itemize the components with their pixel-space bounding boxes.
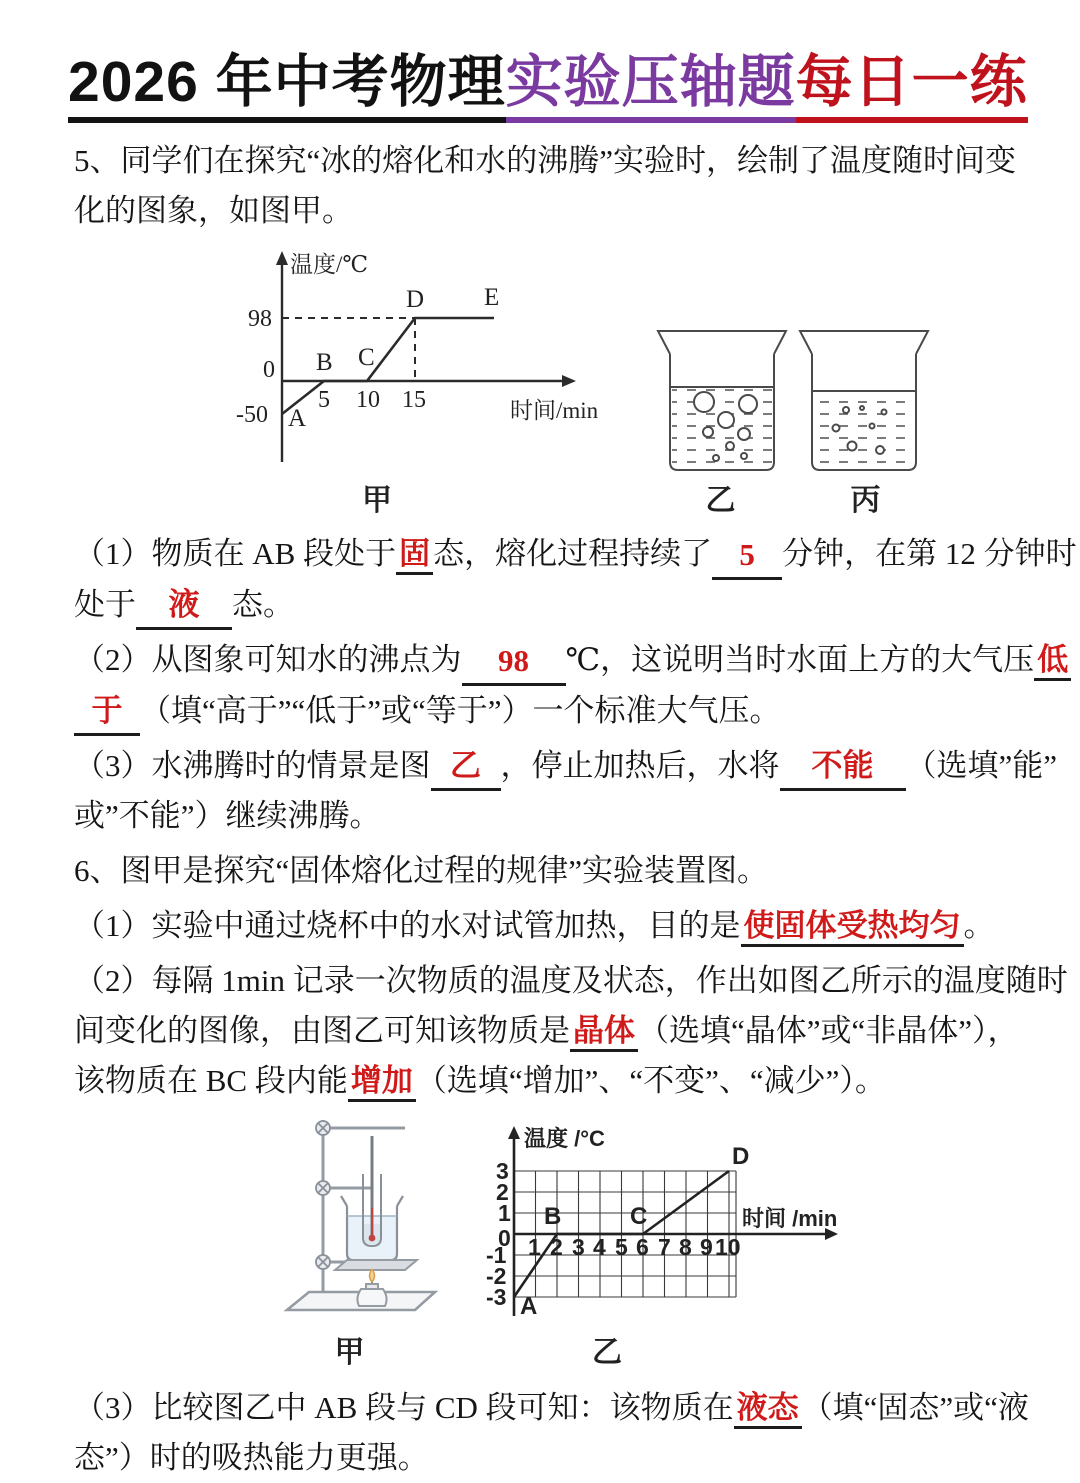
q5-part1-line1: [74, 529, 1077, 580]
q5-point-b-label: B: [316, 349, 333, 377]
q6-p2-text4: 该物质在 BC 段内能: [74, 1063, 348, 1099]
q5-figure-row: [232, 246, 1020, 521]
svg-text:6: 6: [636, 1234, 649, 1261]
q5-xtick-10: 10: [356, 387, 380, 414]
q5-p2-text3: （填“高于”“低于”或“等于”）一个标准大气压。: [140, 693, 781, 729]
q6-point-c-label: C: [630, 1203, 648, 1231]
q6-answer-increase: 增加: [348, 1063, 416, 1102]
q6-graph-y-label: 温度 /°C: [524, 1126, 605, 1152]
q6-p1-text2: 。: [963, 908, 995, 944]
question-6-intro: [74, 846, 1020, 896]
q5-point-d-label: D: [406, 286, 425, 314]
q6-apparatus-figure: [277, 1112, 452, 1373]
svg-text:9: 9: [700, 1234, 713, 1261]
q5-p1-text2: 态，熔化过程持续了: [433, 536, 713, 572]
q5-p1-text1: （1）物质在 AB 段处于: [74, 536, 397, 572]
q5-p1-text3: 分钟，在第 12 分钟时: [782, 536, 1077, 572]
q5-graph-dashed-guides: [282, 318, 415, 381]
q5-p3-text2: ，停止加热后，水将: [500, 748, 780, 784]
q6-part2-line3: [74, 1056, 1020, 1106]
q5-part2-line2: [74, 686, 1020, 736]
q5-answer-lower-2: 于: [74, 689, 140, 736]
q5-point-c-label: C: [358, 344, 375, 372]
q5-answer-5min: 5: [712, 533, 782, 580]
q6-part2-line1: （2）每隔 1min 记录一次物质的温度及状态，作出如图乙所示的温度随时: [74, 963, 1068, 999]
q6-graph-figure: [484, 1124, 840, 1373]
svg-text:-1: -1: [486, 1242, 507, 1269]
title-part-purple: 实验压轴题: [506, 50, 796, 123]
q5-part3: [74, 741, 1058, 841]
svg-text:2: 2: [496, 1179, 509, 1206]
svg-text:2: 2: [550, 1234, 563, 1261]
svg-text:-3: -3: [486, 1284, 507, 1311]
alcohol-lamp: [357, 1269, 386, 1306]
q5-heating-curve: [282, 318, 494, 414]
q5-answer-liquid: 液: [136, 583, 232, 630]
q5-temperature-time-graph: [232, 246, 632, 474]
lamp-flame: [370, 1269, 375, 1282]
q5-answer-98: 98: [462, 639, 566, 686]
q6-part1: [74, 901, 1020, 951]
q5-point-e-label: E: [484, 284, 500, 312]
q5-p3-text4: 或”不能”）继续沸腾。: [74, 798, 381, 834]
beaker-bing: [800, 331, 928, 470]
q6-graph-xticks: [528, 1234, 741, 1260]
q5-p2-text2: ℃，这说明当时水面上方的大气压: [565, 642, 1035, 678]
boiling-beakers-diagram: [648, 324, 938, 476]
q5-part2-line1: [74, 635, 1069, 686]
q5-part3-line2: [74, 791, 1020, 841]
beaker-yi-label: 乙: [705, 484, 736, 518]
q5-p1-text4: 处于: [74, 587, 136, 623]
q5-intro-line-2: 化的图象，如图甲。: [74, 193, 353, 229]
q5-p3-text3: （选填”能”: [905, 748, 1058, 784]
q6-y-axis-arrow: [508, 1126, 520, 1139]
svg-text:3: 3: [572, 1234, 585, 1261]
page-title: [68, 48, 1028, 116]
q6-part1-line: [74, 901, 1020, 951]
q5-ytick-0: 0: [263, 357, 275, 384]
q6-intro-line: 6、图甲是探究“固体熔化过程的规律”实验装置图。: [74, 853, 769, 889]
svg-text:-2: -2: [486, 1263, 507, 1290]
beaker-bing-label: 丙: [850, 484, 881, 518]
melting-experiment-apparatus: [277, 1112, 452, 1324]
q6-graph-caption: 乙: [592, 1336, 622, 1370]
q5-xtick-5: 5: [318, 387, 330, 414]
q5-p1-text5: 态。: [232, 587, 294, 623]
q5-xtick-15: 15: [402, 387, 426, 414]
q5-ytick-98: 98: [248, 306, 272, 333]
q6-p2-text5: （选填“增加”、“不变”、“减少”）。: [415, 1063, 886, 1099]
q6-point-b-label: B: [544, 1203, 562, 1231]
q6-part3: [74, 1383, 1029, 1483]
beaker-captions: [648, 481, 938, 521]
svg-text:1: 1: [528, 1234, 541, 1261]
x-axis-arrow: [562, 375, 576, 387]
q5-ytick-m50: -50: [236, 402, 268, 429]
svg-text:8: 8: [679, 1234, 692, 1261]
beaker-bing-water-texture: [814, 392, 916, 468]
q5-part1-line2: [74, 580, 1020, 630]
q5-graph-x-label: 时间/min: [510, 398, 599, 424]
q6-p2-text3: （选填“晶体”或“非晶体”），: [638, 1013, 1019, 1049]
q5-answer-lower-1: 低: [1034, 642, 1071, 681]
q5-part1: [74, 529, 1077, 630]
q6-apparatus-caption: 甲: [334, 1336, 365, 1370]
q6-answer-crystal: 晶体: [570, 1013, 638, 1052]
q5-part3-line1: [74, 741, 1058, 791]
q6-p3-text3: 态”）时的吸热能力更强。: [74, 1440, 429, 1476]
svg-text:5: 5: [615, 1234, 628, 1261]
q5-p2-text1: （2）从图象可知水的沸点为: [74, 642, 462, 678]
q6-point-d-label: D: [732, 1143, 750, 1171]
q6-part2: [74, 956, 1068, 1106]
title-part-red: 每日一练: [796, 50, 1028, 123]
q6-part2-line2: [74, 1006, 1020, 1056]
q6-figure-row: [277, 1112, 1020, 1373]
wire-gauze-plate: [335, 1260, 417, 1270]
svg-text:7: 7: [658, 1234, 671, 1261]
q5-graph-y-label: 温度/℃: [290, 252, 369, 278]
q6-temperature-time-graph: [484, 1124, 840, 1326]
q6-point-a-label: A: [520, 1293, 538, 1321]
svg-text:0: 0: [498, 1225, 511, 1252]
q6-p1-text1: （1）实验中通过烧杯中的水对试管加热，目的是: [74, 908, 741, 944]
q5-part2: [74, 635, 1069, 736]
q6-p2-text2: 间变化的图像，由图乙可知该物质是: [74, 1013, 570, 1049]
q5-point-a-label: A: [288, 405, 307, 433]
svg-text:4: 4: [593, 1234, 606, 1261]
q6-graph-yticks: [486, 1158, 511, 1310]
q5-graph-caption: 甲: [362, 484, 392, 518]
q5-answer-cannot: 不能: [780, 744, 906, 791]
question-5-intro: [74, 136, 1020, 236]
title-part-black: 2026 年中考物理: [68, 50, 506, 123]
q5-graph-figure: [232, 246, 632, 521]
svg-text:1: 1: [498, 1200, 511, 1227]
beaker-yi: [658, 331, 786, 470]
q5-answer-beaker-yi: 乙: [431, 744, 501, 791]
q5-answer-solid: 固: [396, 536, 433, 575]
svg-text:10: 10: [715, 1234, 741, 1261]
q5-intro-line-1: 5、同学们在探究“冰的熔化和水的沸腾”实验时，绘制了温度随时间变: [74, 143, 1017, 179]
q6-p3-text1: （3）比较图乙中 AB 段与 CD 段可知：该物质在: [74, 1390, 734, 1426]
q6-graph-x-label: 时间 /min: [742, 1206, 838, 1232]
q6-answer-uniform-heating: 使固体受热均匀: [741, 908, 964, 947]
q5-p3-text1: （3）水沸腾时的情景是图: [74, 748, 431, 784]
y-axis-arrow: [276, 251, 288, 265]
q6-p3-text2: （填“固态”或“液: [801, 1390, 1029, 1426]
q5-beakers-figure: [648, 324, 938, 521]
svg-text:3: 3: [496, 1158, 509, 1185]
q6-part3-line1: [74, 1383, 1029, 1433]
q6-answer-liquid-state: 液态: [734, 1390, 802, 1429]
